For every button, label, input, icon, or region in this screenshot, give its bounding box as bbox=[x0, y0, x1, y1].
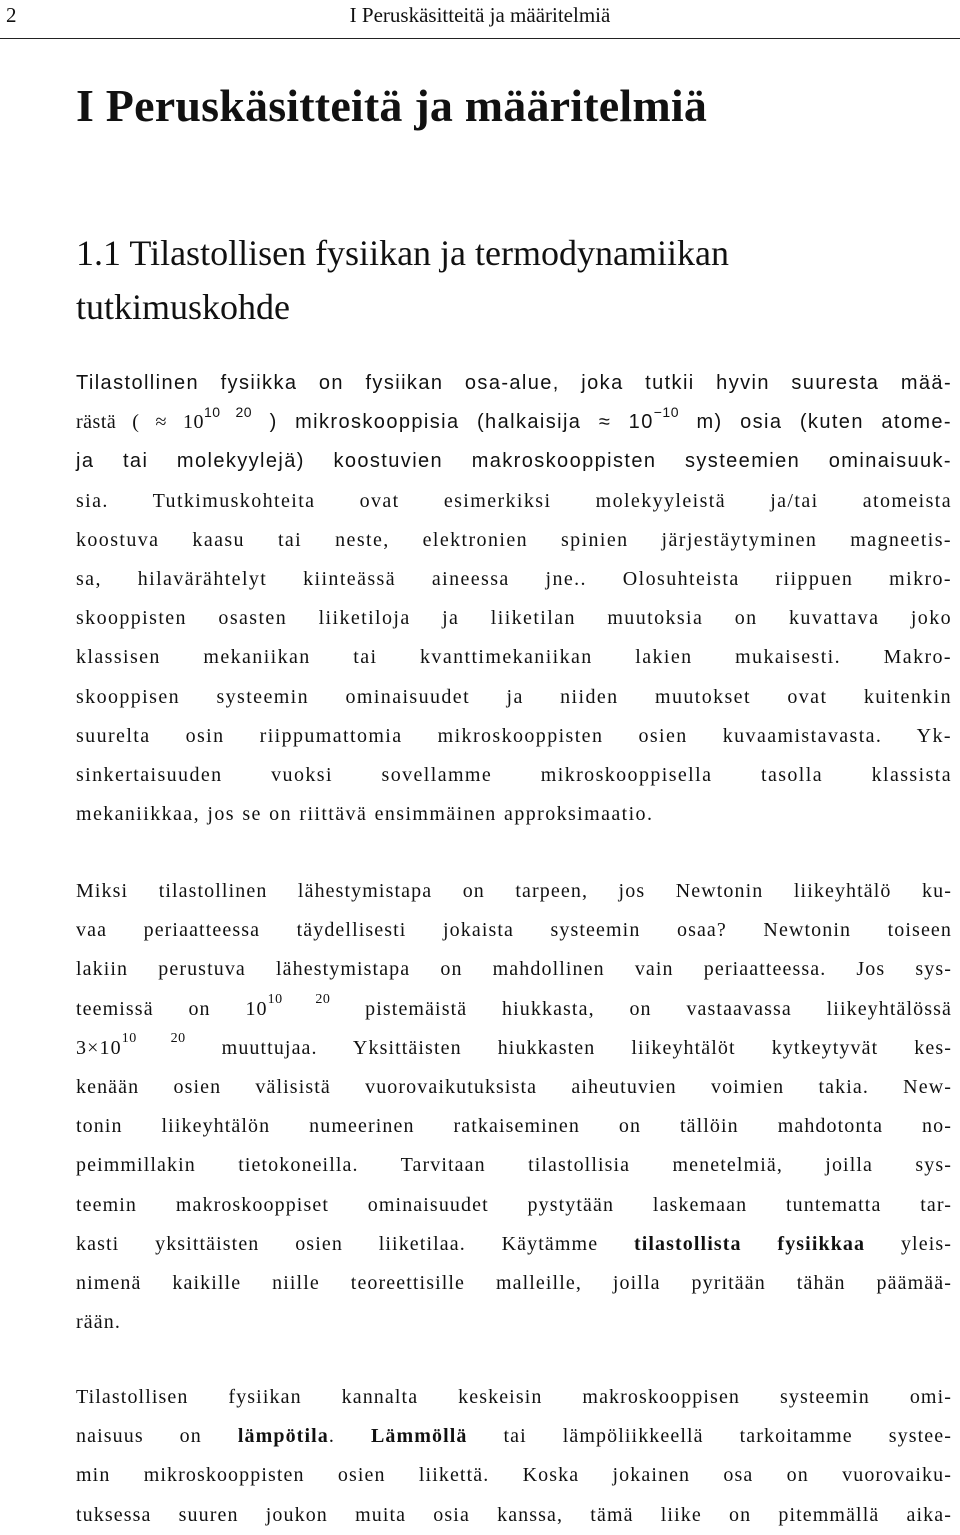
running-title: I Peruskäsitteitä ja määritelmiä bbox=[349, 3, 611, 27]
paragraph-3 bbox=[76, 1378, 952, 1535]
term-bold: tilastollista fysiikkaa bbox=[633, 1232, 866, 1255]
text-line: $3\times 10^{10 20}$ muuttujaa. Yksittäisten hiukkasten liikeyhtälöt kytkeytyvät kes- bbox=[76, 1031, 952, 1059]
paragraph-2 bbox=[76, 872, 952, 1342]
text-line: tuksessa suuren joukon muita osia kanssa, tämä liike on pitemmällä aika- bbox=[76, 1503, 952, 1526]
term-bold: Lämmöllä bbox=[370, 1425, 468, 1448]
text-line: skooppisten osasten liiketiloja ja liiketilan muutoksia on kuvattava joko bbox=[76, 607, 952, 630]
term-bold: lämpötila bbox=[237, 1425, 329, 1448]
running-header bbox=[0, 0, 960, 39]
text-line: rästä ( ≈ $10^{10 20}$ ) mikroskooppisia (halkaisija ≈ $10^{-10}$ m) osia (kuten atome- bbox=[76, 403, 952, 434]
text-line: ja tai molekyylejä) koostuvien makroskooppisten systeemien ominaisuuk- bbox=[76, 450, 952, 473]
text-line: min mikroskooppisten osien liikettä. Koska jokainen osa on vuorovaiku- bbox=[76, 1464, 952, 1487]
section-title-line2: tutkimuskohde bbox=[76, 287, 290, 327]
body-text-block-1 bbox=[76, 364, 952, 834]
text-line: koostuva kaasu tai neste, elektronien spinien järjestäytyminen magneetis- bbox=[76, 528, 952, 551]
text-line: sia. Tutkimuskohteita ovat esimerkiksi molekyyleistä ja/tai atomeista bbox=[76, 489, 952, 512]
paragraph-1 bbox=[76, 364, 952, 834]
text-line: suurelta osin riippumattomia mikroskooppisten osien kuvaamistavasta. Yk- bbox=[76, 724, 952, 747]
text-line: mekaniikkaa, jos se on riittävä ensimmäinen approksimaatio. bbox=[76, 803, 654, 826]
text-line: nimenä kaikille niille teoreettisille malleille, joilla pyritään tähän päämää- bbox=[76, 1272, 952, 1295]
body-text-block-2 bbox=[76, 872, 952, 1342]
text-line: sa, hilavärähtelyt kiinteässä aineessa jne.. Olosuhteista riippuen mikro- bbox=[76, 568, 952, 591]
section-title bbox=[76, 226, 946, 334]
text-line: klassisen mekaniikan tai kvanttimekaniikan lakien mukaisesti. Makro- bbox=[76, 646, 952, 669]
text-line: Tilastollisen fysiikan kannalta keskeisin makroskooppisen systeemin omi- bbox=[76, 1386, 952, 1408]
text-line: Miksi tilastollinen lähestymistapa on tarpeen, jos Newtonin liikeyhtälö ku- bbox=[76, 880, 952, 902]
exponent: 10 20 bbox=[121, 1031, 186, 1047]
text-line: kenään osien välisistä vuorovaikutuksista aiheutuvien voimien takia. New- bbox=[76, 1076, 952, 1099]
body-text-block-3 bbox=[76, 1378, 952, 1535]
page-number: 2 bbox=[6, 3, 17, 27]
exponent: 10 20 bbox=[267, 991, 331, 1007]
exponent: −10 bbox=[653, 403, 679, 420]
text-line: naisuus on lämpötila. Lämmöllä tai lämpöliikkeellä tarkoitamme systee- bbox=[76, 1425, 952, 1448]
text-line: teemissä on $10^{10 20}$ pistemäistä hiukkasta, on vastaavassa liikeyhtälössä bbox=[76, 991, 953, 1020]
section-title-line1: 1.1 Tilastollisen fysiikan ja termodynamiikan bbox=[76, 233, 729, 273]
text-line: tonin liikeyhtälön numeerinen ratkaiseminen on tällöin mahdotonta no- bbox=[76, 1115, 952, 1138]
text-line: teemin makroskooppiset ominaisuudet pystytään laskemaan tuntematta tar- bbox=[76, 1193, 952, 1216]
chapter-title: I Peruskäsitteitä ja määritelmiä bbox=[76, 80, 708, 131]
exponent: 10 20 bbox=[204, 403, 253, 420]
text-line: kasti yksittäisten osien liiketilaa. Käytämme tilastollista fysiikkaa yleis- bbox=[76, 1232, 952, 1255]
text-line: rään. bbox=[76, 1311, 121, 1334]
text-line: vaa periaatteessa täydellisesti jokaista systeemin osaa? Newtonin toiseen bbox=[76, 919, 952, 942]
text-line: lakiin perustuva lähestymistapa on mahdollinen vain periaatteessa. Jos sys- bbox=[76, 958, 952, 981]
text-line: sinkertaisuuden vuoksi sovellamme mikroskooppisella tasolla klassista bbox=[76, 764, 952, 787]
text-line: skooppisen systeemin ominaisuudet ja niiden muutokset ovat kuitenkin bbox=[76, 685, 952, 708]
text-line: Tilastollinen fysiikka on fysiikan osa-alue, joka tutkii hyvin suuresta mää- bbox=[76, 372, 952, 394]
text-line: peimmillakin tietokoneilla. Tarvitaan tilastollisia menetelmiä, joilla sys- bbox=[76, 1154, 952, 1177]
